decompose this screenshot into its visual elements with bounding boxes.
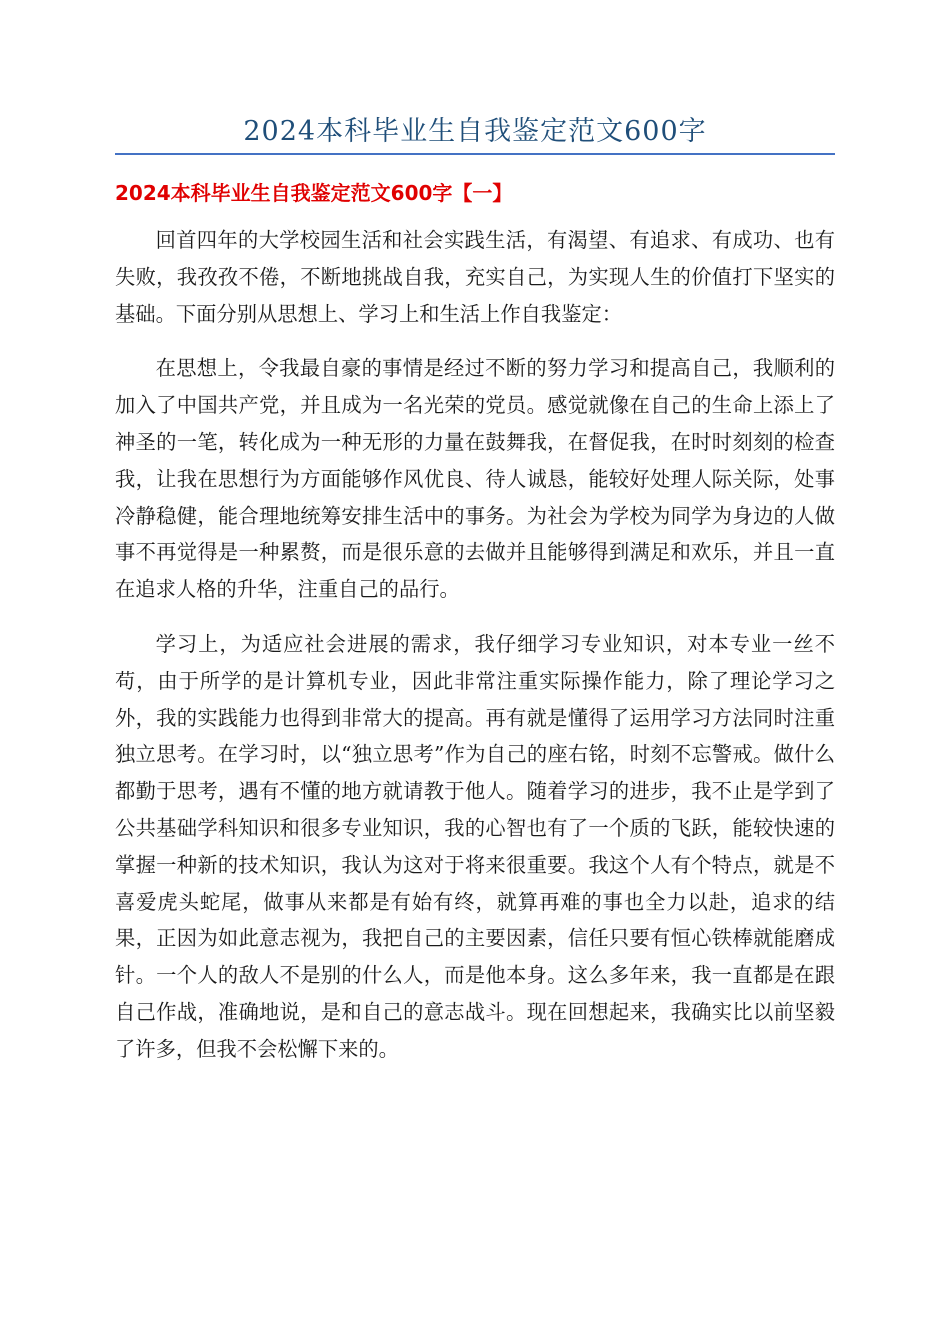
paragraph-intro: 回首四年的大学校园生活和社会实践生活，有渴望、有追求、有成功、也有失败，我孜孜不倦，不断地挑战自我，充实自己，为实现人生的价值打下坚实的基础。下面分别从思想上、学习上和生活上作自我鉴定：	[115, 228, 835, 326]
title-underline-divider	[115, 153, 835, 155]
section-heading: 2024本科毕业生自我鉴定范文600字【一】	[115, 181, 513, 205]
paragraph-thought: 在思想上，令我最自豪的事情是经过不断的努力学习和提高自己，我顺利的加入了中国共产党，并且成为一名光荣的党员。感觉就像在自己的生命上添上了神圣的一笔，转化成为一种无形的力量在鼓舞我，在督促我，在时时刻刻的检查我，让我在思想行为方面能够作风优良、待人诚恳，能较好处理人际关际，处事冷静稳健，能合理地统筹安排生活中的事务。为社会为学校为同学为身边的人做事不再觉得是一种累赘，而是很乐意的去做并且能够得到满足和欢乐，并且一直在追求人格的升华，注重自己的品行。	[115, 356, 835, 602]
paragraph-study: 学习上，为适应社会进展的需求，我仔细学习专业知识，对本专业一丝不苟，由于所学的是计算机专业，因此非常注重实际操作能力，除了理论学习之外，我的实践能力也得到非常大的提高。再有就是懂得了运用学习方法同时注重独立思考。在学习时，以“独立思考”作为自己的座右铭，时刻不忘警戒。做什么都勤于思考，遇有不懂的地方就请教于他人。随着学习的进步，我不止是学到了公共基础学科知识和很多专业知识，我的心智也有了一个质的飞跃，能较快速的掌握一种新的技术知识，我认为这对于将来很重要。我这个人有个特点，就是不喜爱虎头蛇尾，做事从来都是有始有终，就算再难的事也全力以赴，追求的结果，正因为如此意志视为，我把自己的主要因素，信任只要有恒心铁棒就能磨成针。一个人的敌人不是别的什么人，而是他本身。这么多年来，我一直都是在跟自己作战，准确地说，是和自己的意志战斗。现在回想起来，我确实比以前坚毅了许多，但我不会松懈下来的。	[115, 631, 835, 1061]
body-text	[115, 222, 835, 1086]
document-title: 2024本科毕业生自我鉴定范文600字	[243, 116, 707, 147]
